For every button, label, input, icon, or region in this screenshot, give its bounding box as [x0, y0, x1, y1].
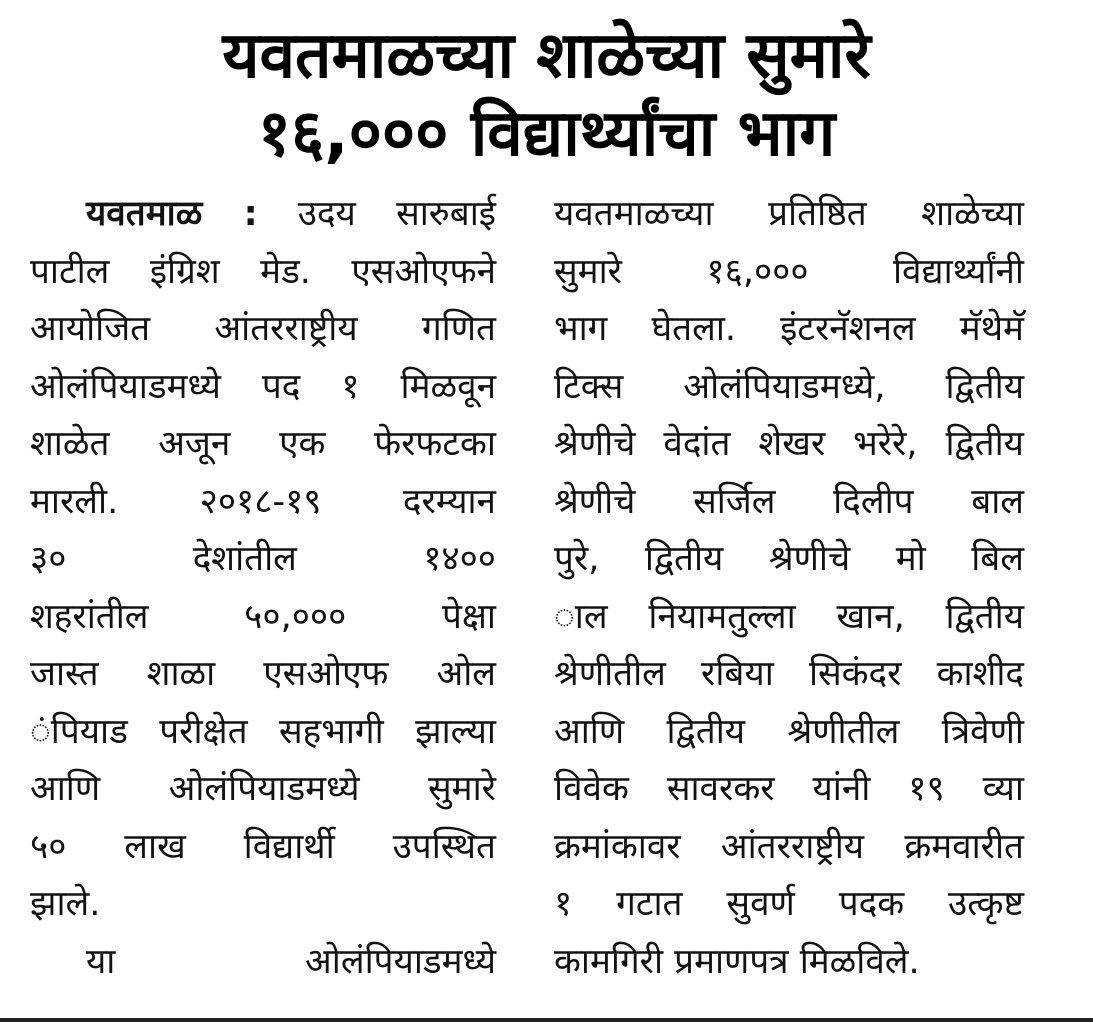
article-line: मारली. २०१८-१९ दरम्यान [30, 481, 496, 522]
article-column-left [30, 186, 496, 991]
article-line: श्रेणीचे सर्जिल दिलीप बाल [554, 481, 1024, 522]
article-line: झाले. [30, 884, 101, 924]
article-line: पाटील इंग्रिश मेड. एसओएफने [30, 251, 496, 292]
article-line: आणि ओलंपियाडमध्ये सुमारे [30, 769, 496, 809]
article-line: विवेक सावरकर यांनी १९ व्या [554, 769, 1024, 809]
article-line: श्रेणीचे वेदांत शेखर भरेरे, द्वितीय [554, 424, 1024, 464]
article-line: कामगिरी प्रमाणपत्र मिळविले. [554, 941, 920, 982]
article-line: ंपियाड परीक्षेत सहभागी झाल्या [30, 711, 496, 752]
article-line: आयोजित आंतरराष्ट्रीय गणित [30, 309, 496, 349]
article-column-right [554, 186, 1024, 991]
article-line: शहरांतील ५०,००० पेक्षा [30, 596, 496, 637]
article-line: जास्त शाळा एसओएफ ओल [30, 654, 496, 694]
headline-line-2: १६,००० विद्यार्थ्यांचा भाग [257, 97, 836, 171]
article-line: भाग घेतला. इंटरनॅशनल मॅथेमॅ [554, 309, 1024, 349]
article-line: ओलंपियाडमध्ये पद १ मिळवून [30, 366, 496, 407]
article-line: ाल नियामतुल्ला खान, द्वितीय [554, 596, 1024, 637]
article-line: श्रेणीतील रबिया सिकंदर काशीद [554, 654, 1024, 694]
article-line: शाळेत अजून एक फेरफटका [30, 424, 496, 464]
article-line: या ओलंपियाडमध्ये [86, 941, 496, 982]
article-line: टिक्स ओलंपियाडमध्ये, द्वितीय [554, 366, 1024, 407]
dateline: यवतमाळ : [86, 194, 258, 234]
article-line: क्रमांकावर आंतरराष्ट्रीय क्रमवारीत [554, 826, 1024, 867]
article-line: सुमारे १६,००० विद्यार्थ्यांनी [554, 251, 1024, 292]
article-line: ३० देशांतील १४०० [30, 539, 496, 579]
article-line [30, 186, 496, 244]
bottom-rule [0, 1018, 1093, 1022]
article-line: १ गटात सुवर्ण पदक उत्कृष्ट [554, 884, 1024, 924]
article-line: पुरे, द्वितीय श्रेणीचे मो बिल [554, 539, 1024, 579]
article-line-text: उदय सारुबाई [297, 194, 496, 234]
headline-line-1: यवतमाळच्या शाळेच्या सुमारे [222, 19, 871, 93]
article-line: ५० लाख विद्यार्थी उपस्थित [30, 826, 496, 867]
article-line: यवतमाळच्या प्रतिष्ठित शाळेच्या [554, 194, 1024, 234]
article-line: आणि द्वितीय श्रेणीतील त्रिवेणी [554, 711, 1024, 752]
